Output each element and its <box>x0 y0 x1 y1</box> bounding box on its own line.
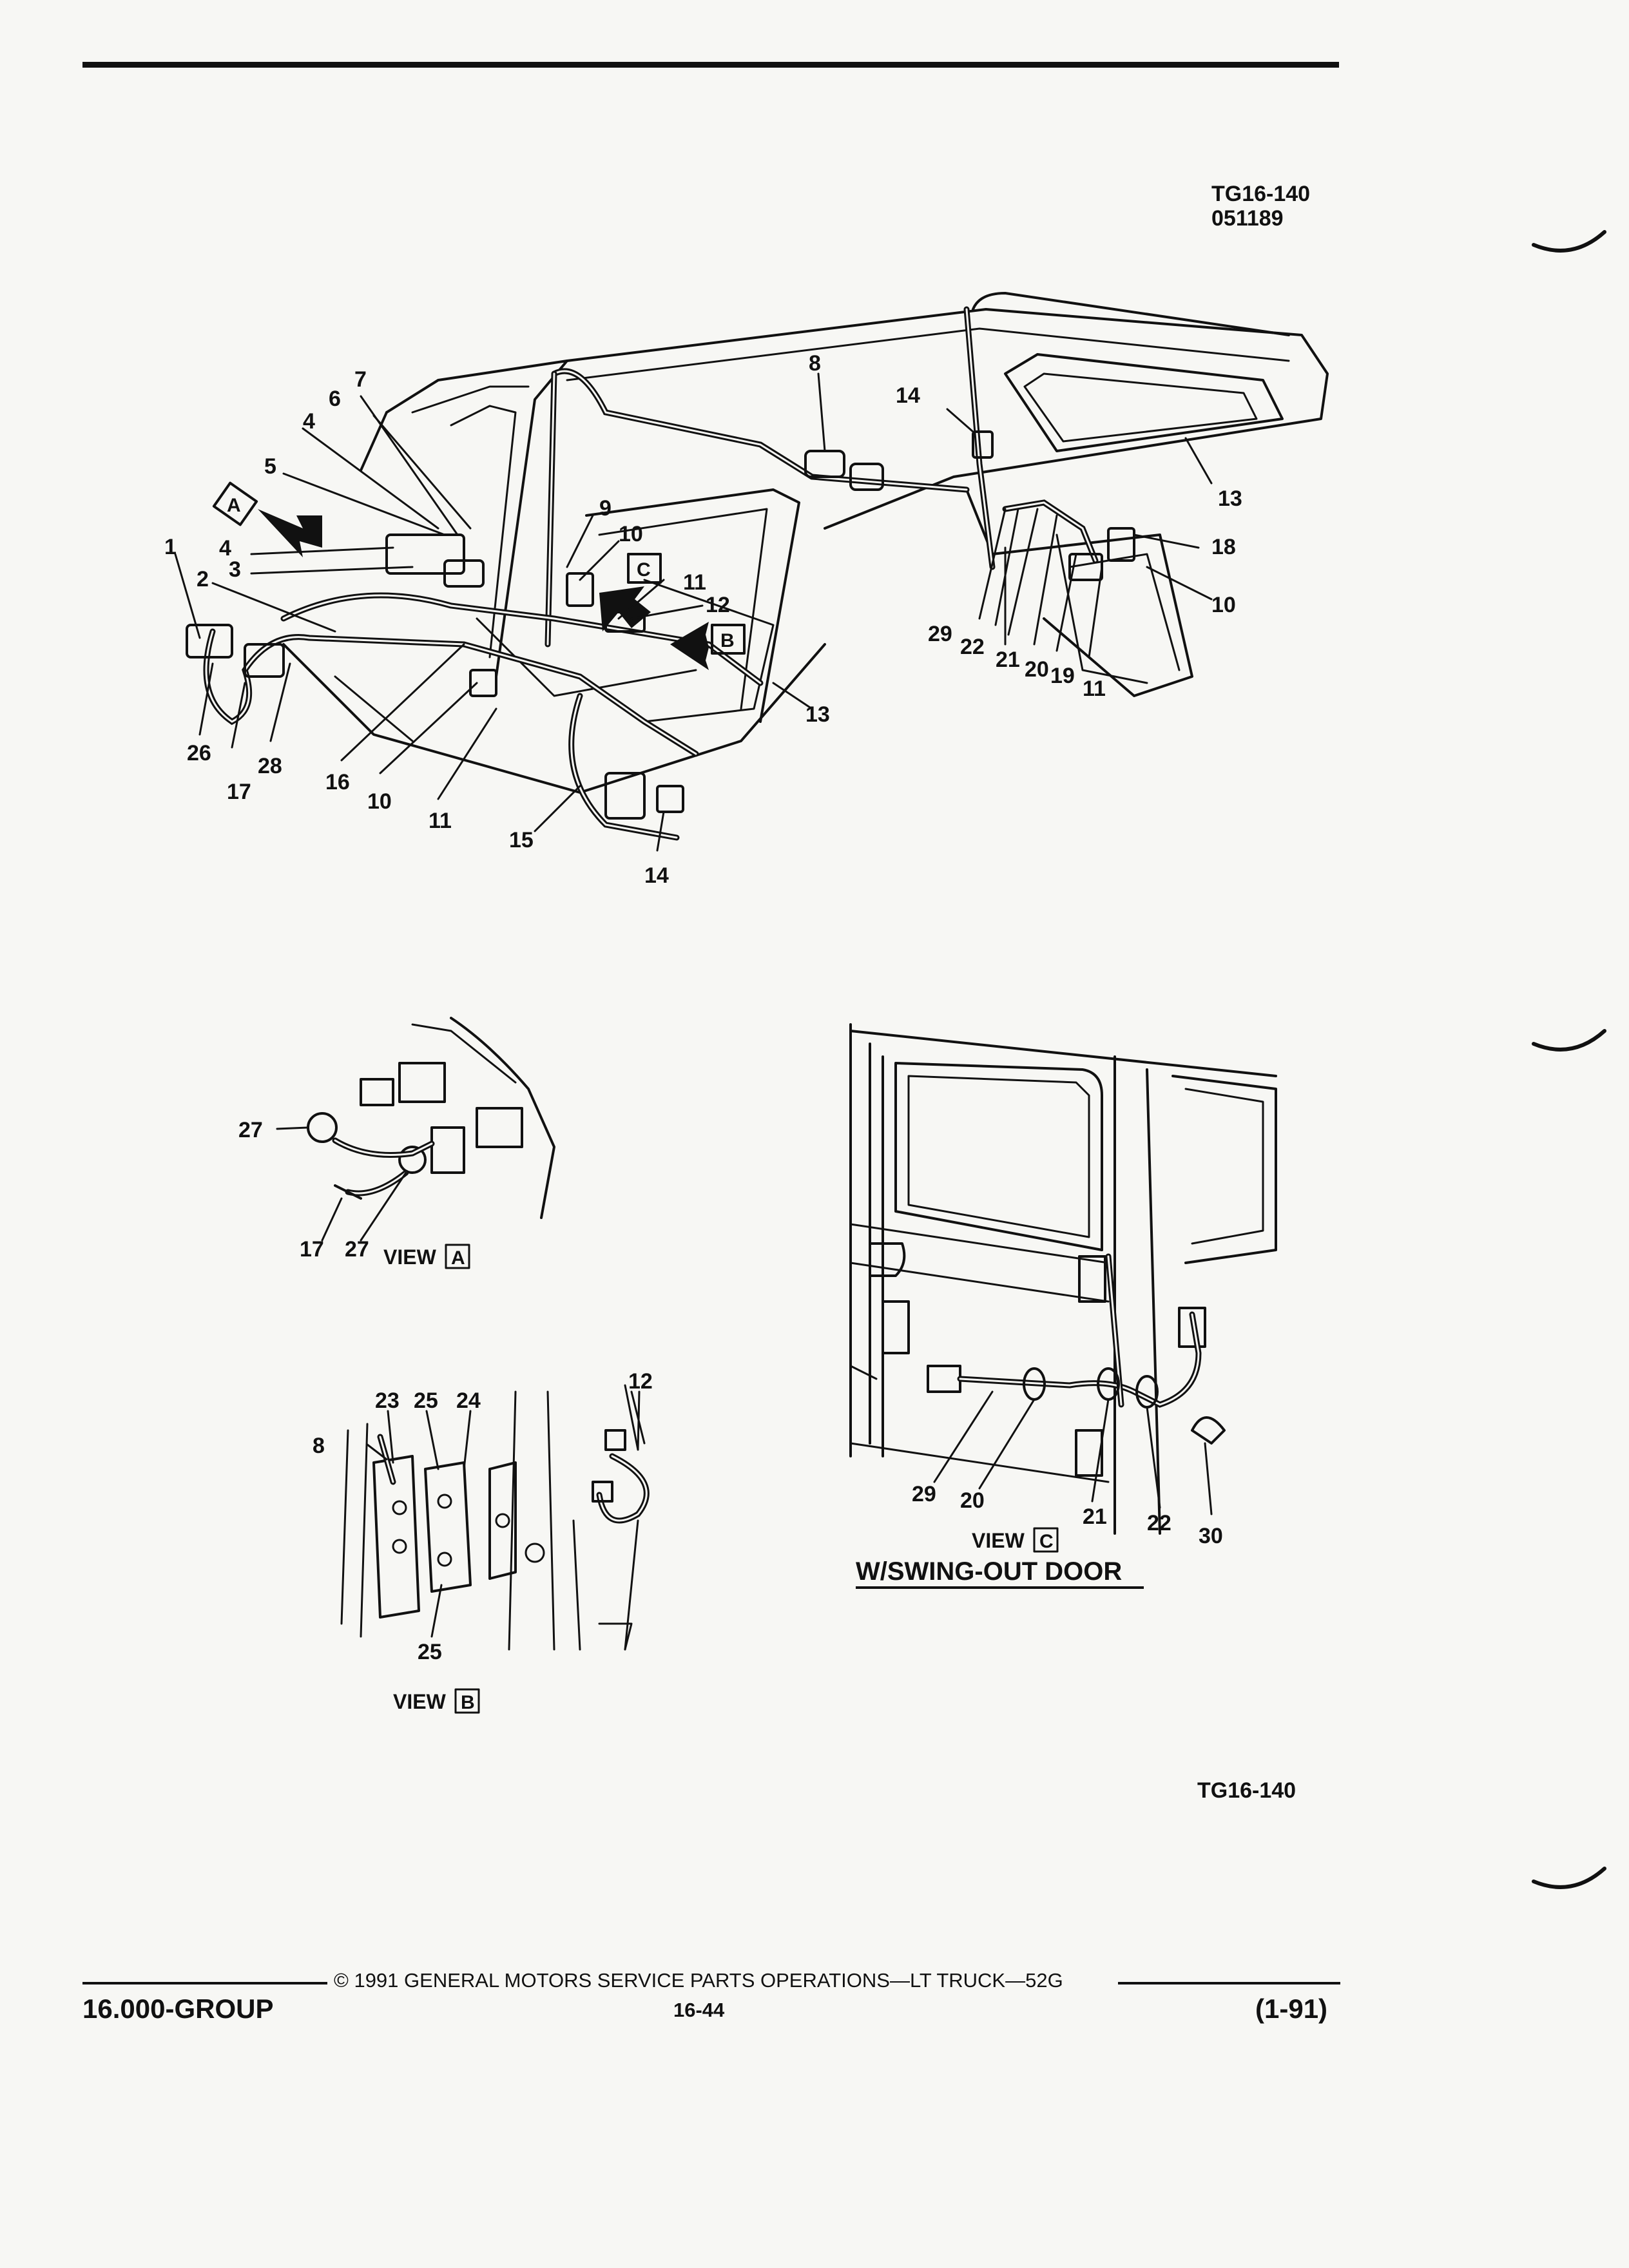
callout-4a: 4 <box>219 536 231 561</box>
svg-text:C: C <box>637 559 651 581</box>
callout-19: 19 <box>1050 664 1075 688</box>
callout-17: 17 <box>227 780 251 804</box>
view-c-caption-letter: C <box>1039 1531 1054 1552</box>
callout-11c: 11 <box>1083 677 1106 701</box>
footer-rule-right <box>1118 1982 1340 1984</box>
view-b-caption-letter: B <box>461 1692 475 1713</box>
view-a-caption-letter: A <box>451 1247 465 1269</box>
callout-16: 16 <box>325 770 350 794</box>
callout-6: 6 <box>329 387 341 411</box>
svg-text:B: B <box>720 630 735 651</box>
callout-13b: 13 <box>805 702 830 727</box>
footer-group: 16.000-GROUP <box>82 1994 274 2024</box>
callout-9: 9 <box>599 496 612 521</box>
view-b-callout-23: 23 <box>375 1389 400 1413</box>
callout-1: 1 <box>164 535 177 559</box>
callout-18: 18 <box>1211 535 1236 559</box>
view-b-callout-24: 24 <box>456 1389 481 1413</box>
view-c-diagram <box>799 1018 1289 1611</box>
svg-text:A: A <box>227 495 241 516</box>
callout-5: 5 <box>264 454 276 479</box>
view-b-callout-12: 12 <box>628 1369 653 1394</box>
callout-12: 12 <box>706 593 730 617</box>
view-c-callout-22: 22 <box>1147 1511 1171 1535</box>
callout-11a: 11 <box>683 570 706 595</box>
callout-10c: 10 <box>1211 593 1236 617</box>
view-c-callout-21: 21 <box>1083 1504 1107 1529</box>
view-arrows <box>214 483 744 670</box>
view-c-callout-20: 20 <box>960 1488 985 1513</box>
view-b-diagram <box>303 1353 728 1714</box>
callout-22: 22 <box>960 635 985 659</box>
callout-20: 20 <box>1025 657 1049 682</box>
view-a-caption-word: VIEW <box>383 1245 436 1269</box>
callout-21: 21 <box>996 648 1020 672</box>
view-b-caption-word: VIEW <box>393 1690 446 1713</box>
swing-out-caption: W/SWING-OUT DOOR <box>856 1557 1123 1586</box>
callout-10a: 10 <box>619 522 643 546</box>
callout-3: 3 <box>229 557 241 582</box>
view-a-callout-17: 17 <box>300 1237 324 1262</box>
figure-date: 051189 <box>1211 206 1284 231</box>
bottom-figure-code: TG16-140 <box>1197 1778 1296 1803</box>
callout-4b: 4 <box>303 409 315 434</box>
callout-14b: 14 <box>644 863 669 888</box>
view-c-callout-29: 29 <box>912 1482 936 1506</box>
connectors <box>187 432 1134 818</box>
view-c-callout-30: 30 <box>1199 1524 1223 1548</box>
callout-8: 8 <box>809 351 821 376</box>
callout-29: 29 <box>928 622 952 646</box>
callout-26: 26 <box>187 741 211 765</box>
view-c-caption-word: VIEW <box>972 1529 1025 1552</box>
footer-revision: (1-91) <box>1255 1994 1328 2024</box>
callout-14a: 14 <box>896 383 920 408</box>
callout-7: 7 <box>354 367 367 392</box>
callout-28: 28 <box>258 754 282 778</box>
view-a-callout-27a: 27 <box>238 1118 263 1142</box>
view-b-callout-25a: 25 <box>414 1389 438 1413</box>
footer-page-number: 16-44 <box>673 1999 725 2021</box>
callout-15: 15 <box>509 828 534 852</box>
footer-copyright: © 1991 GENERAL MOTORS SERVICE PARTS OPERATIONS—LT TRUCK—52G <box>334 1969 1063 1992</box>
callout-10b: 10 <box>367 789 392 814</box>
callout-2: 2 <box>197 567 209 591</box>
callout-13a: 13 <box>1218 486 1242 511</box>
main-wiring-diagram <box>0 0 1629 934</box>
footer-rule-left <box>82 1982 327 1984</box>
figure-code: TG16-140 <box>1211 182 1311 206</box>
view-b-callout-8: 8 <box>313 1434 325 1458</box>
view-a-diagram <box>219 1005 580 1276</box>
callout-11b: 11 <box>429 809 452 833</box>
view-b-callout-25b: 25 <box>418 1640 442 1664</box>
view-a-callout-27b: 27 <box>345 1237 369 1262</box>
